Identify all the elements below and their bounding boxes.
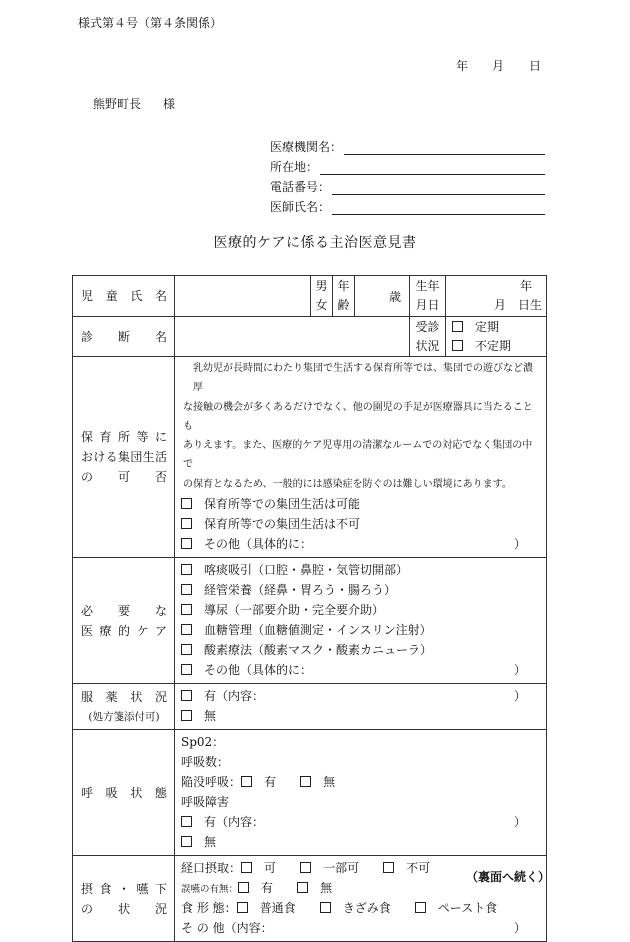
row-child [73,276,547,317]
medication-sub-label: (処方箋添付可) [88,710,160,723]
phone-field[interactable] [270,178,545,195]
food-form-label: 食 形 態： [181,901,237,916]
checkbox[interactable] [181,624,192,635]
medication-option-no[interactable] [181,706,540,726]
option-label: ペースト食 [437,901,498,916]
option-label: 酸素療法（酸素マスク・酸素カニューラ） [204,643,433,658]
form-number: 様式第４号（第４条関係） [78,16,223,30]
checkbox[interactable] [181,584,192,595]
date-year-label: 年 [456,59,469,73]
checkbox[interactable] [181,498,192,509]
checkbox[interactable] [241,776,252,787]
close-paren: ） [513,921,526,936]
option-label: 無 [323,775,336,790]
close-paren: ） [513,537,526,552]
option-label: 保育所等での集団生活は不可 [204,517,361,532]
checkbox[interactable] [181,690,192,701]
birth-year: 年 [519,279,532,293]
institution-label: 医療機関名： [270,140,343,154]
checkbox[interactable] [181,604,192,615]
doctor-label: 医師氏名： [270,200,331,214]
spo2-field[interactable] [181,732,540,752]
nursery-note [175,357,546,494]
birth-month-day: 月 日生 [493,298,542,312]
age-label-2: 齢 [337,298,350,312]
sex-female[interactable]: 女 [315,298,328,312]
option-label: 普通食 [259,901,296,916]
opinion-form-table [72,275,547,942]
care-option-catheter[interactable] [181,600,540,620]
option-label: 血糖管理（血糖値測定・インスリン注射） [204,623,432,638]
checkbox[interactable] [300,862,311,873]
nursery-label-2: おける集団生活 [81,450,167,465]
checkbox[interactable] [300,776,311,787]
sex-male[interactable]: 男 [315,279,328,293]
checkbox[interactable] [452,340,463,351]
diagnosis-label: 診 断 名 [73,317,175,357]
date-month-label: 月 [492,59,505,73]
nursery-option-possible[interactable] [181,494,540,514]
medication-label: 服 薬 状 況 [81,689,167,704]
nursery-label-1: 保育所等に [81,430,167,445]
care-option-glucose[interactable] [181,620,540,640]
close-paren: ） [513,815,526,830]
aspiration-label: 誤嚥の有無： [181,884,239,896]
feeding-label-2: の 状 況 [81,901,167,916]
checkbox[interactable] [452,321,463,332]
nursery-option-impossible[interactable] [181,514,540,534]
nursery-option-other[interactable] [181,534,540,554]
age-unit: 歳 [388,289,401,304]
document-title: 医療的ケアに係る主治医意見書 [213,235,417,251]
option-label: 導尿（一部要介助・完全要介助） [204,603,385,618]
row-medical-care [73,558,547,684]
date-day-label: 日 [529,59,542,73]
age-label-1: 年 [337,279,350,293]
institution-field[interactable] [270,138,545,155]
child-name-input[interactable] [175,276,311,317]
doctor-field[interactable] [270,198,545,215]
nursery-note-line: な接触の機会が多くあるだけでなく、他の園児の手足が医療器具に当たることも [183,401,533,432]
age-input[interactable] [355,276,410,317]
option-label: その他（具体的に： [204,663,313,678]
option-label: 保育所等での集団生活は可能 [204,497,361,512]
checkbox[interactable] [241,862,252,873]
child-name-label: 児 童 氏 名 [73,276,175,317]
option-label: 不可 [406,861,431,876]
option-label: きざみ食 [342,901,391,916]
checkbox[interactable] [181,664,192,675]
checkbox[interactable] [181,564,192,575]
checkbox[interactable] [237,902,248,913]
continue-note: （裏面へ続く） [465,870,550,884]
checkbox[interactable] [297,882,308,893]
birth-label-2: 月日 [415,298,440,312]
option-label: 有（内容： [204,815,265,830]
spo2-label: Sp02： [181,735,225,750]
care-label-1: 必 要 な [81,603,167,618]
consult-option-irregular[interactable] [452,337,546,356]
food-form-field[interactable] [181,898,540,918]
checkbox[interactable] [181,538,192,549]
checkbox[interactable] [320,902,331,913]
consult-label-2: 状況 [415,338,440,353]
checkbox[interactable] [181,518,192,529]
consult-label-1: 受診 [415,319,440,334]
resp-disorder-option-yes[interactable] [181,812,540,832]
addressee-name: 熊野町長 [93,97,142,111]
addressee-honorific: 様 [163,97,176,111]
phone-label: 電話番号： [270,180,331,194]
nursery-note-line: ありえます。また、医療的ケア児専用の清潔なルームでの対応でなく集団の中で [183,440,533,471]
option-label: 可 [264,861,277,876]
care-option-other[interactable] [181,660,540,680]
address-field[interactable] [270,158,545,175]
row-diagnosis [73,317,547,357]
address-label: 所在地： [270,160,319,174]
oral-intake-label: 経口摂取： [181,861,242,876]
row-medication [73,684,547,730]
option-label: 無 [204,835,217,850]
feeding-other-field[interactable] [181,918,540,938]
checkbox[interactable] [181,836,192,847]
nursery-note-line: 乳幼児が長時間にわたり集団で生活する保育所等では、集団での遊びなど濃厚 [193,363,533,394]
checkbox[interactable] [181,710,192,721]
birth-label-1: 生年 [415,279,440,293]
resp-disorder-heading: 呼吸障害 [181,795,230,810]
checkbox[interactable] [415,902,426,913]
consult-option-regular[interactable] [452,318,546,337]
retraction-label: 陥没呼吸： [181,775,242,790]
option-label: 経管栄養（経鼻・胃ろう・腸ろう） [204,583,397,598]
nursery-note-line: の保育となるため、一般的には感染症を防ぐのは難しい環境にあります。 [183,478,512,490]
close-paren: ） [513,689,526,704]
diagnosis-input[interactable] [175,317,410,357]
resp-rate-label: 呼吸数： [181,755,230,770]
nursery-label-3: の 可 否 [81,470,167,485]
row-nursery [73,357,547,558]
care-option-oxygen[interactable] [181,640,540,660]
checkbox[interactable] [181,816,192,827]
birthdate-input[interactable] [446,276,547,317]
option-label: 無 [204,709,217,724]
option-label: 喀痰吸引（口腔・鼻腔・気管切開部） [204,563,409,578]
retraction-field[interactable] [181,772,540,792]
option-label: 有 [261,881,274,896]
care-option-tube-feeding[interactable] [181,580,540,600]
addressee [93,95,175,112]
checkbox[interactable] [383,862,394,873]
consult-option-label: 定期 [475,319,500,334]
option-label: 有 [264,775,277,790]
respiration-label: 呼 吸 状 態 [73,730,175,856]
close-paren: ） [513,663,526,678]
feeding-label-1: 摂 食 ・ 嚥 下 [81,881,167,896]
option-label: 有（内容： [204,689,265,704]
resp-rate-field[interactable] [181,752,540,772]
medication-option-yes[interactable] [181,686,540,706]
checkbox[interactable] [181,644,192,655]
option-label: 無 [320,881,333,896]
resp-disorder-option-no[interactable] [181,832,540,852]
care-option-suction[interactable] [181,560,540,580]
option-label: その他（具体的に： [204,537,313,552]
consult-option-label: 不定期 [475,338,512,353]
row-respiration [73,730,547,856]
checkbox[interactable] [238,882,249,893]
option-label: 一部可 [323,861,360,876]
feeding-other-label: そ の 他（内容： [181,921,273,936]
care-label-2: 医 療 的 ケ ア [81,623,167,638]
